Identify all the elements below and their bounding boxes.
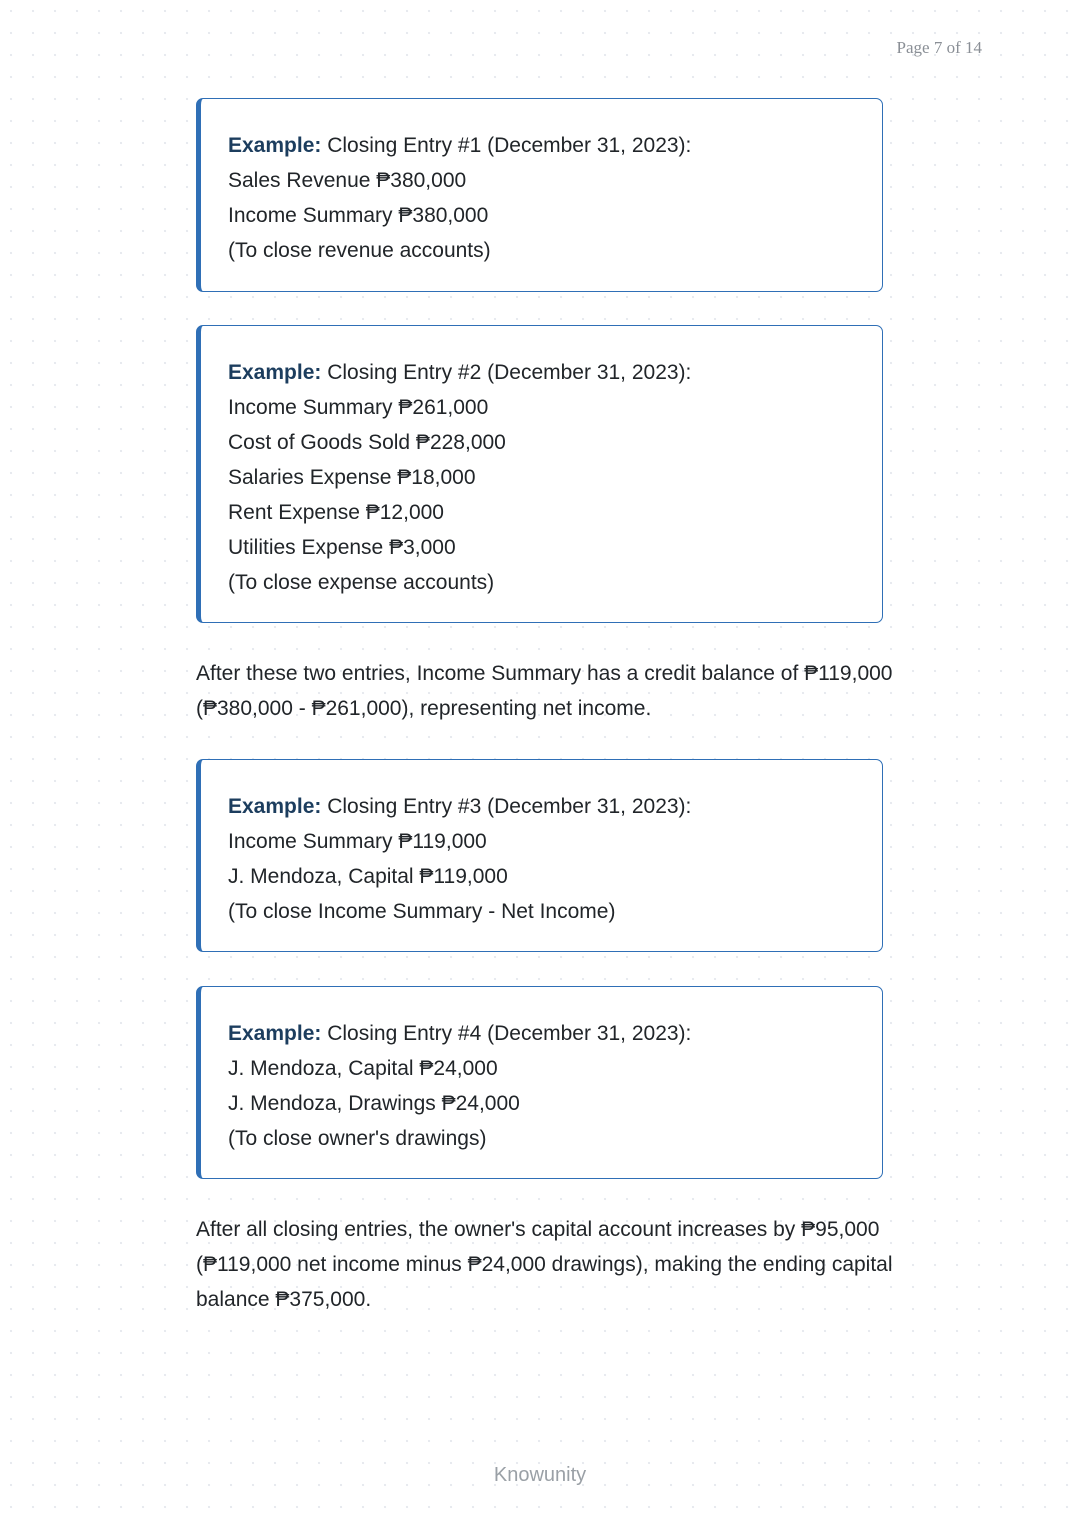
example-title	[228, 128, 862, 163]
example-label: Example:	[228, 134, 322, 157]
example-label: Example:	[228, 795, 322, 818]
entry-line: Income Summary ₱380,000	[228, 204, 489, 227]
example-label: Example:	[228, 361, 322, 384]
entry-line: Income Summary ₱119,000	[228, 830, 487, 853]
entry-line: Utilities Expense ₱3,000	[228, 536, 456, 559]
entry-line: Sales Revenue ₱380,000	[228, 169, 467, 192]
example-title	[228, 789, 862, 824]
example-title	[228, 355, 862, 390]
example-box-closing-entry-3	[196, 759, 883, 952]
entry-line: J. Mendoza, Capital ₱24,000	[228, 1057, 498, 1080]
example-title-text: Closing Entry #3 (December 31, 2023):	[321, 795, 692, 818]
entry-note: (To close Income Summary - Net Income)	[228, 900, 616, 923]
example-title-text: Closing Entry #1 (December 31, 2023):	[321, 134, 692, 157]
entry-note: (To close expense accounts)	[228, 571, 495, 594]
entry-line: J. Mendoza, Drawings ₱24,000	[228, 1092, 520, 1115]
entry-line: Salaries Expense ₱18,000	[228, 466, 476, 489]
entry-line: Cost of Goods Sold ₱228,000	[228, 431, 506, 454]
footer-brand: Knowunity	[493, 1464, 587, 1486]
entry-line: Income Summary ₱261,000	[228, 396, 489, 419]
entry-line: Rent Expense ₱12,000	[228, 501, 444, 524]
example-box-closing-entry-1	[196, 98, 883, 292]
entry-note: (To close owner's drawings)	[228, 1127, 487, 1150]
entry-note: (To close revenue accounts)	[228, 239, 491, 262]
summary-paragraph: After all closing entries, the owner's capital account increases by ₱95,000 (₱119,000 net income minus ₱24,000 drawings), making the ending capital balance ₱375,000.	[196, 1218, 893, 1311]
page-number: Page 7 of 14	[896, 38, 982, 57]
example-box-closing-entry-2	[196, 325, 883, 623]
example-title-text: Closing Entry #2 (December 31, 2023):	[321, 361, 692, 384]
explanation-paragraph: After these two entries, Income Summary has a credit balance of ₱119,000 (₱380,000 - ₱261,000), representing net income.	[196, 662, 893, 720]
example-label: Example:	[228, 1022, 322, 1045]
example-title-text: Closing Entry #4 (December 31, 2023):	[321, 1022, 692, 1045]
entry-line: J. Mendoza, Capital ₱119,000	[228, 865, 508, 888]
example-box-closing-entry-4	[196, 986, 883, 1179]
example-title	[228, 1016, 862, 1051]
